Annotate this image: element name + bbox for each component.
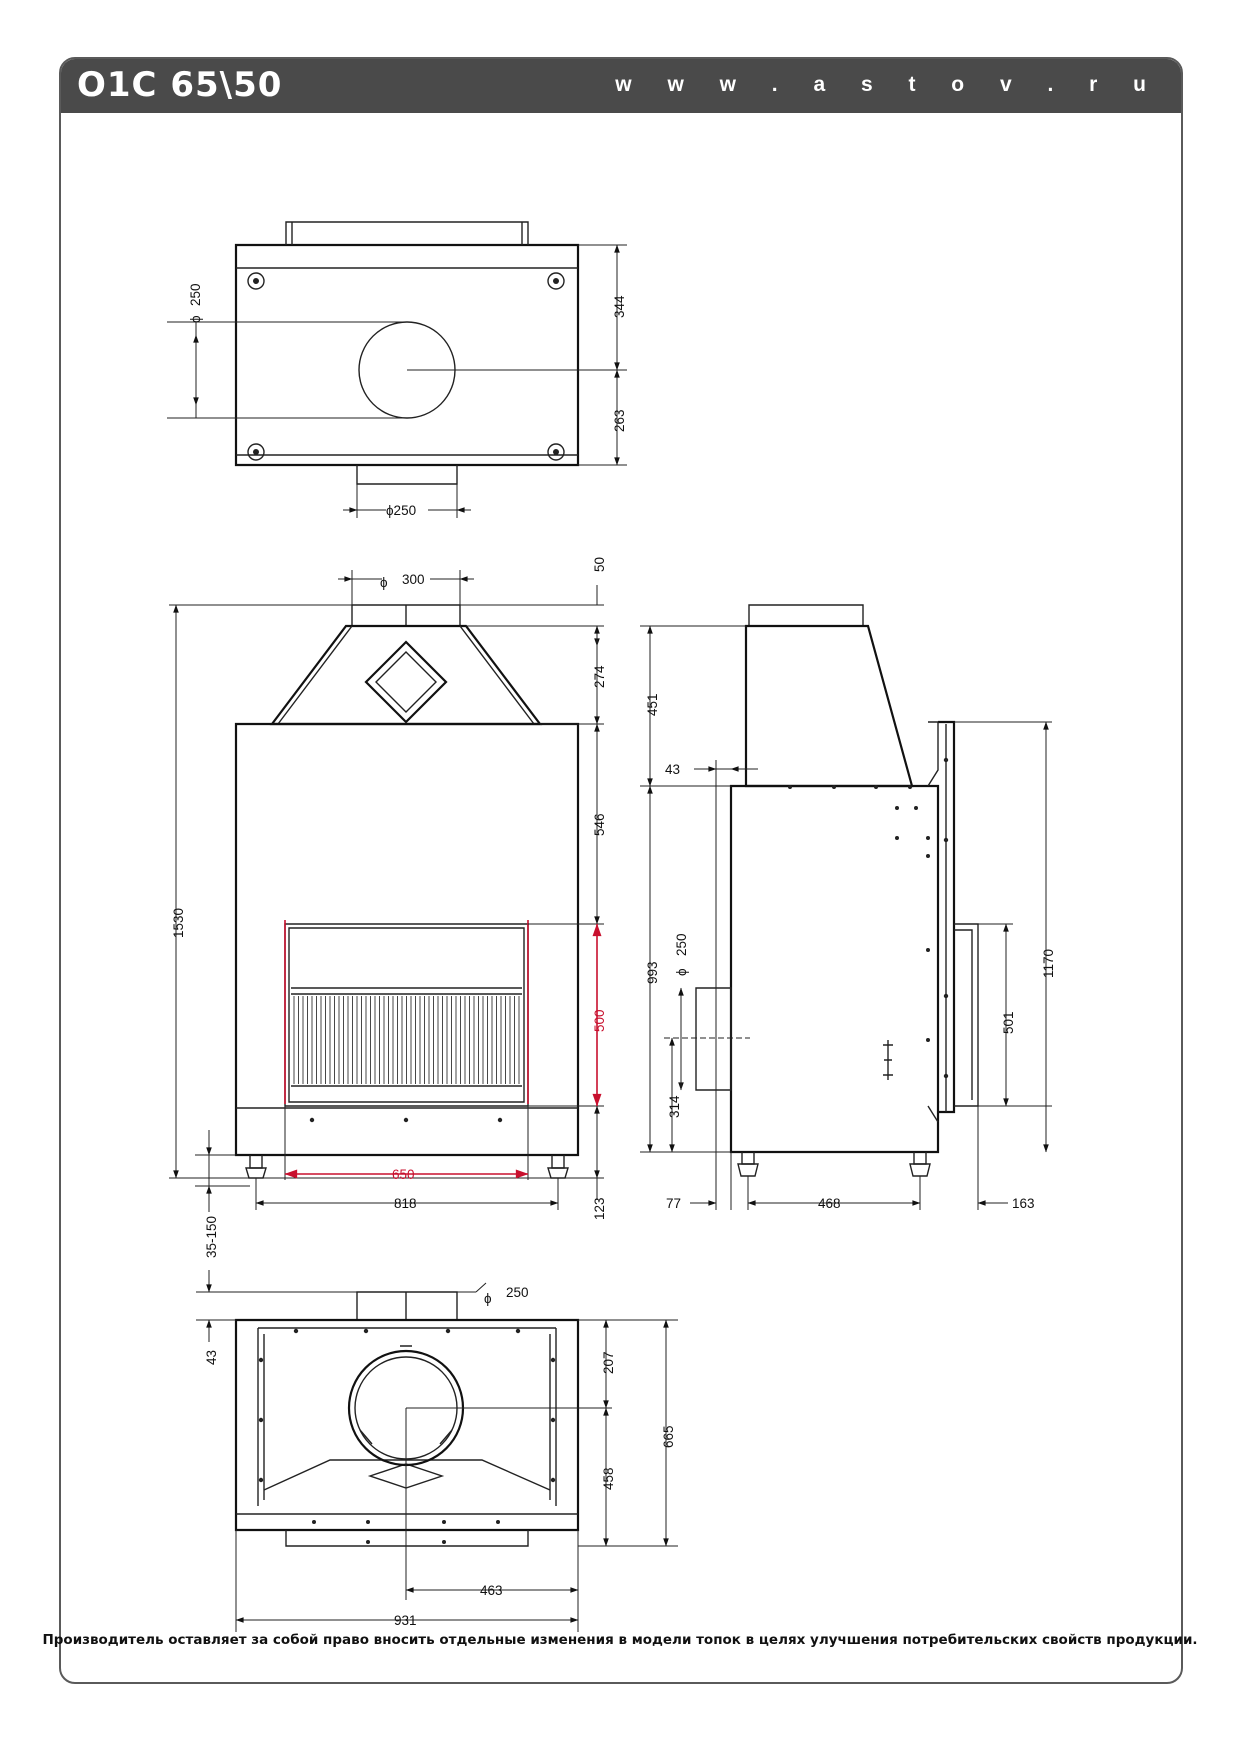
side-body-label: 993 xyxy=(645,961,660,984)
top-depth-front-label: 263 xyxy=(612,409,627,432)
disclaimer-note: Производитель оставляет за собой право вносить отдельные изменения в модели топок в целях улучшения потребительских свойств продукции. xyxy=(42,1632,1198,1648)
firebox-grille xyxy=(294,996,519,1084)
side-total-height-label: 1170 xyxy=(1041,948,1056,978)
side-inlet-diameter-label: 250 xyxy=(674,933,689,956)
bottom-half-width-label: 463 xyxy=(480,1583,503,1598)
side-diameter-symbol: ϕ xyxy=(674,968,689,976)
side-hood-label: 451 xyxy=(645,693,660,716)
bottom-inlet-diameter-label: 250 xyxy=(506,1285,529,1300)
front-hood-label: 274 xyxy=(592,665,607,688)
top-flue-diameter-label: 250 xyxy=(188,283,203,306)
bottom-diameter-symbol: ϕ xyxy=(484,1291,492,1306)
model-title: О1С 65\50 xyxy=(77,65,283,105)
front-opening-height-label: 500 xyxy=(592,1009,607,1032)
front-upper-label: 546 xyxy=(592,813,607,836)
bottom-view xyxy=(196,1270,678,1632)
bottom-width-label: 931 xyxy=(394,1613,417,1628)
bottom-depth-label: 665 xyxy=(661,1425,676,1448)
side-inlet-height-label: 314 xyxy=(667,1095,682,1118)
bottom-rear-centre-label: 458 xyxy=(601,1467,616,1490)
website-link[interactable]: w w w . a s t o v . r u xyxy=(615,73,1161,96)
top-inlet-diameter-label: ϕ250 xyxy=(386,503,417,518)
bottom-offset-label: 43 xyxy=(204,1349,219,1365)
top-diameter-symbol: ϕ xyxy=(188,315,203,323)
side-back-label: 77 xyxy=(666,1196,682,1211)
front-outlet-diameter-label: 300 xyxy=(402,572,425,587)
front-view xyxy=(169,557,607,1258)
front-collar-label: 50 xyxy=(592,556,607,572)
front-opening-width-label: 650 xyxy=(392,1167,415,1182)
side-door-height-label: 501 xyxy=(1001,1011,1016,1034)
side-depth-label: 468 xyxy=(818,1196,841,1211)
bottom-front-centre-label: 207 xyxy=(601,1351,616,1374)
front-legs-label: 123 xyxy=(592,1197,607,1220)
front-leg-adjust-label: 35-150 xyxy=(204,1215,219,1258)
front-total-height-label: 1530 xyxy=(171,907,186,938)
side-offset-label: 43 xyxy=(665,762,681,777)
top-view xyxy=(167,222,627,518)
front-diameter-symbol: ϕ xyxy=(380,575,388,590)
top-depth-back-label: 344 xyxy=(612,295,627,318)
side-view xyxy=(640,605,1056,1211)
side-front-label: 163 xyxy=(1012,1196,1035,1211)
front-feet-width-label: 818 xyxy=(394,1196,417,1211)
corner-bolts xyxy=(248,273,564,460)
